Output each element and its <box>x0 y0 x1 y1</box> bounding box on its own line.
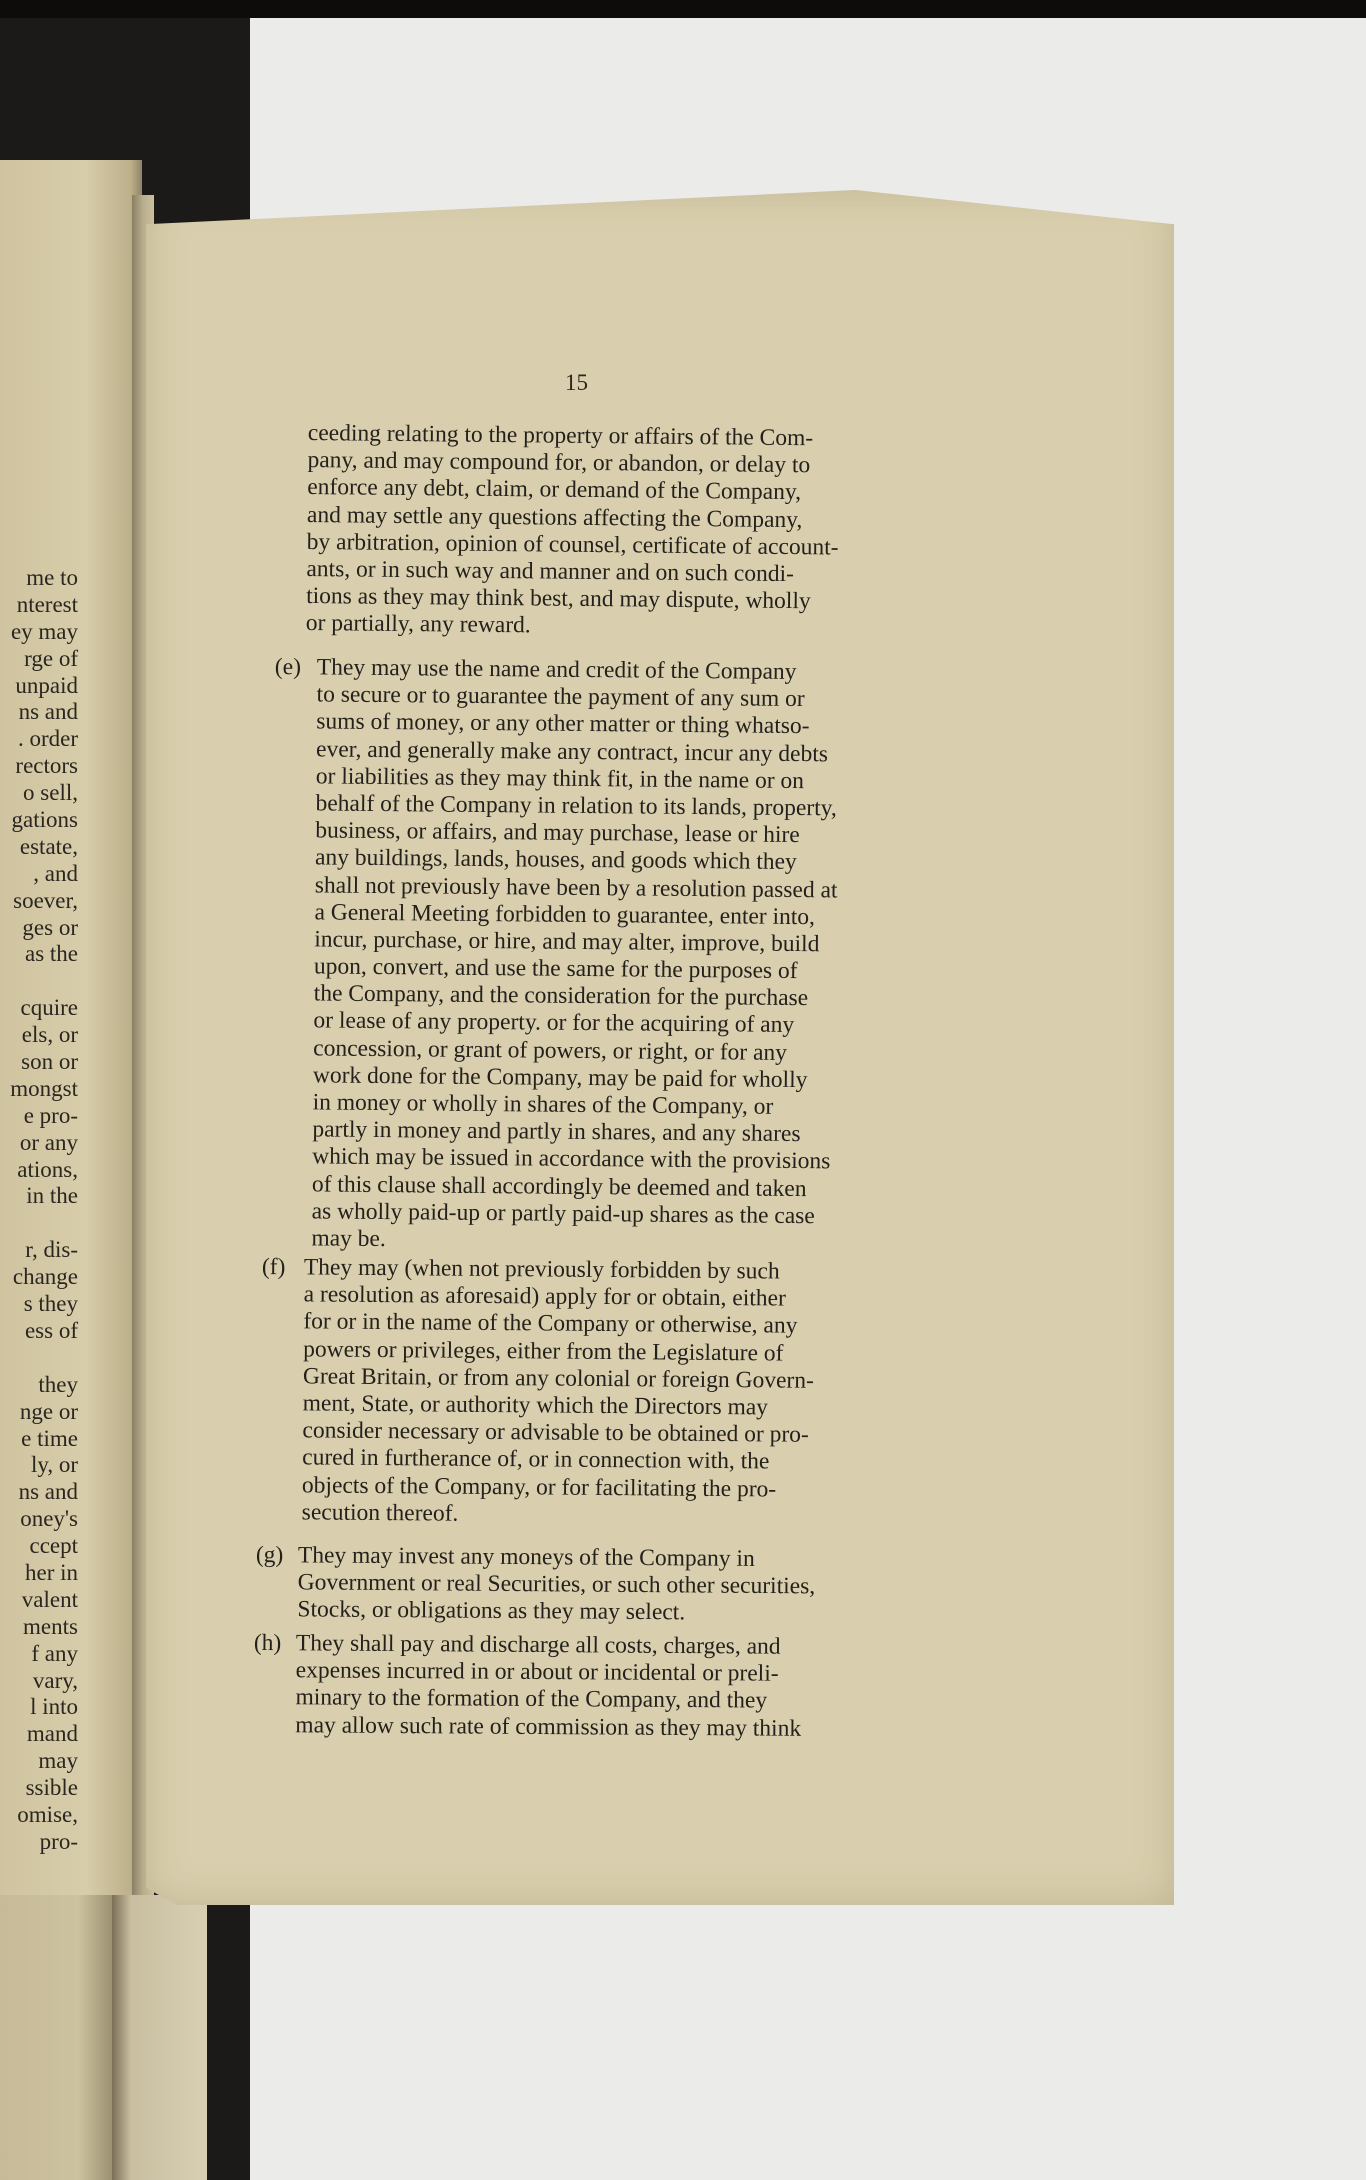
left-page-line: nterest <box>16 591 78 617</box>
clause-text: They shall pay and discharge all costs, charges, and <box>295 1630 781 1660</box>
clause-line: ever, and generally make any contract, incur any debts <box>315 735 829 767</box>
left-page-line: as the <box>24 941 78 967</box>
clause-line: of this clause shall accordingly be deemed and taken <box>311 1170 807 1202</box>
left-page <box>0 160 142 1895</box>
clause-line: consider necessary or advisable to be obtained or pro- <box>302 1417 809 1448</box>
left-page-line: e time <box>21 1425 78 1451</box>
clause-line: a General Meeting forbidden to guarantee, enter into, <box>314 899 816 930</box>
left-page-text <box>0 565 78 1856</box>
text-line: ants, or in such way and manner and on such condi- <box>306 555 795 588</box>
left-page-line: ly, or <box>30 1452 78 1478</box>
clause-line <box>254 1630 802 1661</box>
clause-line: in money or wholly in shares of the Company, or <box>312 1089 774 1120</box>
left-page-line: rge of <box>24 645 78 671</box>
left-page-line: cquire <box>20 995 78 1021</box>
clause-line: a resolution as aforesaid) apply for or obtain, either <box>303 1281 786 1312</box>
left-page-line <box>0 1210 78 1237</box>
left-page-line: ments <box>23 1613 78 1639</box>
clause-line: or liabilities as they may think fit, in the name or on <box>315 763 805 794</box>
clause-line: ment, State, or authority which the Directors may <box>302 1390 769 1421</box>
left-page-line: unpaid <box>15 672 78 698</box>
continuation-paragraph <box>306 420 840 643</box>
clause-line: business, or affairs, and may purchase, lease or hire <box>315 817 800 849</box>
left-page-line: me to <box>26 565 78 590</box>
left-page-line: in the <box>26 1183 78 1209</box>
left-page-line: ns and <box>18 699 78 725</box>
left-page-line: ess of <box>24 1317 78 1343</box>
top-dark-strip <box>0 0 1366 18</box>
clause-text: They may invest any moneys of the Company in <box>297 1542 755 1572</box>
left-page-line: r, dis- <box>25 1237 78 1263</box>
left-page-line: or any <box>19 1129 78 1155</box>
left-page-line: change <box>12 1264 78 1290</box>
left-page-line: ges or <box>22 914 78 940</box>
text-line: enforce any debt, claim, or demand of the Company, <box>307 474 802 506</box>
clause-line: the Company, and the consideration for the purchase <box>313 980 809 1012</box>
clause-line: Government or real Securities, or such other securities, <box>297 1569 816 1600</box>
clause-line: Stocks, or obligations as they may select. <box>297 1596 686 1626</box>
clause-line: partly in money and partly in shares, and any shares <box>312 1116 801 1148</box>
left-page-line: l into <box>30 1694 78 1720</box>
left-page-line: ey may <box>10 618 78 644</box>
clause-line: as wholly paid-up or partly paid-up shares as the case <box>311 1198 815 1229</box>
left-page-line: soever, <box>13 887 78 913</box>
text-line: tions as they may think best, and may dispute, wholly <box>306 583 811 615</box>
left-page-line: son or <box>21 1049 78 1075</box>
text-line: and may settle any questions affecting the Company, <box>306 501 803 533</box>
text-line: ceeding relating to the property or affairs of the Com- <box>307 420 814 452</box>
left-page-line <box>0 968 78 995</box>
left-page-line <box>0 1345 78 1372</box>
clause-line <box>256 1542 816 1574</box>
clause-line: expenses incurred in or about or incidental or preli- <box>295 1657 779 1687</box>
clause-f <box>260 1254 815 1531</box>
clause-g <box>255 1542 815 1628</box>
left-page-line: pro- <box>39 1828 78 1854</box>
left-page-line: nge or <box>19 1398 78 1424</box>
clause-line: to secure or to guarantee the payment of any sum or <box>316 681 805 713</box>
clause-line: which may be issued in accordance with the provisions <box>312 1143 831 1175</box>
clause-line: may allow such rate of commission as they may think <box>295 1711 802 1742</box>
clause-e <box>269 654 839 1258</box>
left-page-line: vary, <box>32 1667 78 1693</box>
left-page-line: may <box>38 1748 78 1774</box>
clause-h <box>253 1630 802 1743</box>
left-page-line: ns and <box>18 1479 78 1505</box>
clause-label: (e) <box>274 654 302 681</box>
clause-line: any buildings, lands, houses, and goods which they <box>314 844 797 876</box>
left-page-line: rectors <box>15 753 78 779</box>
left-page-line: gations <box>11 807 78 833</box>
cover-edge <box>112 1895 207 2180</box>
clause-line: cured in furtherance of, or in connection with, the <box>302 1444 770 1475</box>
clause-line: or lease of any property. or for the acquiring of any <box>313 1007 795 1039</box>
left-page-line: o sell, <box>23 780 78 806</box>
clause-line: secution thereof. <box>301 1499 459 1527</box>
left-page-line: her in <box>24 1559 78 1585</box>
clause-line: concession, or grant of powers, or right, or for any <box>313 1035 788 1066</box>
clause-line: powers or privileges, either from the Legislature of <box>303 1335 784 1367</box>
page-number: 15 <box>565 370 588 395</box>
text-line: or partially, any reward. <box>305 610 531 639</box>
clause-text: They may (when not previously forbidden by such <box>303 1254 780 1285</box>
clause-text: They may use the name and credit of the Company <box>316 654 797 686</box>
clause-line: incur, purchase, or hire, and may alter, improve, build <box>314 926 820 958</box>
left-page-line: , and <box>33 860 78 886</box>
clause-line: sums of money, or any other matter or thing whatso- <box>316 708 810 740</box>
clause-line: upon, convert, and use the same for the purposes of <box>313 953 798 985</box>
left-page-line: mand <box>26 1721 78 1747</box>
left-page-line: valent <box>21 1586 78 1612</box>
clause-line: may be. <box>311 1225 386 1253</box>
clause-label: (g) <box>255 1542 284 1569</box>
left-page-line: estate, <box>19 833 78 859</box>
clause-line: minary to the formation of the Company, and they <box>295 1684 768 1714</box>
clause-line: shall not previously have been by a resolution passed at <box>314 871 838 903</box>
left-page-line: ccept <box>29 1533 78 1559</box>
left-page-line: they <box>38 1371 78 1397</box>
left-page-line: oney's <box>20 1506 78 1532</box>
text-line: pany, and may compound for, or abandon, or delay to <box>307 447 811 479</box>
left-page-line: e pro- <box>23 1102 78 1128</box>
left-page-lower-edge <box>0 1895 112 2180</box>
clause-line: for or in the name of the Company or otherwise, any <box>303 1308 798 1340</box>
left-page-line: omise, <box>17 1801 78 1827</box>
clause-label: (h) <box>253 1630 282 1657</box>
clause-line: behalf of the Company in relation to its lands, property, <box>315 790 837 822</box>
clause-line: Great Britain, or from any colonial or foreign Govern- <box>302 1363 814 1394</box>
left-page-line: f any <box>31 1640 78 1666</box>
left-page-line: mongst <box>10 1075 78 1101</box>
left-page-line: . order <box>17 726 78 752</box>
left-page-line: ssible <box>25 1775 78 1801</box>
left-page-line: s they <box>23 1291 78 1317</box>
clause-line: work done for the Company, may be paid for wholly <box>312 1062 808 1093</box>
clause-line: objects of the Company, or for facilitating the pro- <box>301 1471 777 1502</box>
left-page-line: els, or <box>21 1022 78 1048</box>
text-line: by arbitration, opinion of counsel, certificate of account- <box>306 528 839 561</box>
clause-label: (f) <box>261 1254 286 1281</box>
left-page-line: ations, <box>17 1156 78 1182</box>
